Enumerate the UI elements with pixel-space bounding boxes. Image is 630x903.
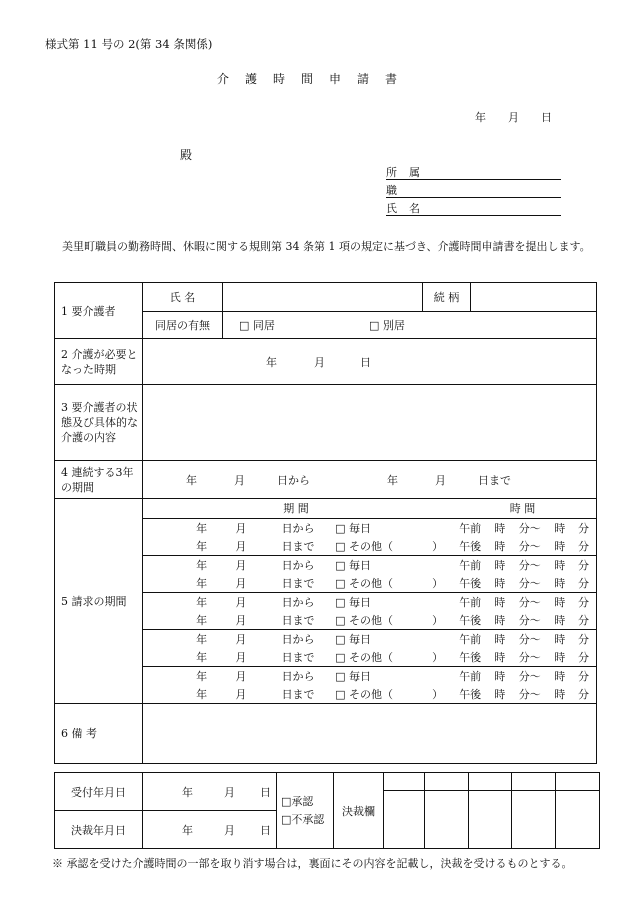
minute-label: 分 [571,555,596,574]
period-from: 日から [282,555,330,574]
stamp-head-4 [512,773,556,791]
position-field[interactable] [386,182,561,198]
addressee-suffix: 殿 [180,148,193,162]
period-row[interactable] [143,537,596,556]
hour-label: 時 [494,576,506,590]
period-day-blank[interactable] [246,648,281,667]
decision-column-label: 決裁欄 [334,773,384,849]
other-close: ） [432,687,444,701]
row6-label: 6 備 考 [55,703,143,763]
every-day-checkbox[interactable]: □ 毎日 [329,555,416,574]
period-month: 月 [235,613,247,627]
hour-label: 時 [488,629,511,648]
decided-year: 年 [182,823,193,837]
hour-label: 時 [494,687,506,701]
period-month: 月 [207,629,246,648]
period-day-blank[interactable] [246,518,281,537]
period-month: 月 [207,592,246,611]
period-to: 日まで [281,539,315,553]
r4-to-year: 年 [387,473,398,487]
other-close [416,592,449,611]
hour-label: 時 [548,666,571,685]
r4-to-month: 月 [435,473,446,487]
hour-label: 時 [554,576,566,590]
r1-name-label: 氏 名 [143,283,223,312]
row1-label: 1 要介護者 [55,283,143,339]
stamp-box-3[interactable] [469,791,512,849]
am-label: 午前 [449,666,488,685]
period-year: 年 [143,592,207,611]
other-close: ） [432,613,444,627]
hour-label: 時 [548,629,571,648]
minute-label: 分 [578,613,590,627]
period-year: 年 [196,650,208,664]
every-day-checkbox[interactable]: □ 毎日 [329,518,416,537]
row4-label: 4 連続する3年の期間 [55,461,143,499]
period-month: 月 [207,666,246,685]
r4-from-year: 年 [186,473,197,487]
period-row[interactable] [143,592,596,611]
period-year: 年 [196,539,208,553]
minute-from-label: 分～ [518,613,541,627]
pm-label: 午後 [459,687,482,701]
hour-label: 時 [494,539,506,553]
r4-from-month: 月 [234,473,245,487]
pm-label: 午後 [459,613,482,627]
other-checkbox[interactable]: □ その他（ [335,576,394,590]
r1-cohab-label: 同居の有無 [143,312,223,339]
minute-label: 分 [571,592,596,611]
minute-label: 分 [578,687,590,701]
received-date-field[interactable] [143,773,277,811]
stamp-head-3 [469,773,512,791]
minute-from-label: 分～ [518,539,541,553]
other-checkbox[interactable]: □ その他（ [335,613,394,627]
r2-day: 日 [360,355,371,369]
minute-label: 分 [571,629,596,648]
decided-day: 日 [260,823,271,837]
period-month: 月 [235,539,247,553]
hour-label: 時 [494,613,506,627]
row2-label: 2 介護が必要となった時期 [55,339,143,385]
other-close: ） [432,576,444,590]
period-day-blank[interactable] [246,537,281,556]
period-to: 日まで [281,650,315,664]
name-label: 氏名 [386,202,432,215]
minute-from-label: 分～ [518,687,541,701]
row5-label: 5 請求の期間 [55,499,143,704]
period-year: 年 [143,629,207,648]
stamp-head-2 [425,773,469,791]
minute-from-label: 分～ [511,666,548,685]
am-label: 午前 [449,518,488,537]
received-year: 年 [182,785,193,799]
received-label: 受付年月日 [55,773,143,811]
r4-period-field[interactable] [143,461,597,499]
minute-from-label: 分～ [518,650,541,664]
every-day-checkbox[interactable]: □ 毎日 [329,592,416,611]
other-checkbox[interactable]: □ その他（ [335,650,394,664]
hour-label: 時 [488,518,511,537]
minute-from-label: 分～ [511,592,548,611]
period-from: 日から [282,629,330,648]
approve-checkbox[interactable]: □承認 [281,794,314,808]
form-number: 様式第 11 号の 2(第 34 条関係) [45,37,213,51]
period-day-blank[interactable] [246,611,281,630]
row3-label: 3 要介護者の状態及び具体的な介護の内容 [55,385,143,461]
cohab-yes-checkbox[interactable]: □ 同居 [239,319,275,332]
am-label: 午前 [449,592,488,611]
pm-label: 午後 [459,539,482,553]
minute-from-label: 分～ [511,555,548,574]
hour-label: 時 [554,539,566,553]
stamp-box-4[interactable] [512,791,556,849]
period-month: 月 [235,687,247,701]
period-row[interactable] [143,629,596,648]
cohab-no-checkbox[interactable]: □ 別居 [369,319,405,332]
hour-label: 時 [494,650,506,664]
r2-date-field[interactable] [143,339,597,385]
r5-head-period: 期 間 [283,502,309,516]
r5-head-time: 時 間 [509,502,536,516]
received-month: 月 [224,785,235,799]
period-to: 日まで [281,576,315,590]
period-row[interactable] [143,666,596,685]
other-checkbox[interactable]: □ その他（ [335,687,394,701]
every-day-checkbox[interactable]: □ 毎日 [329,666,416,685]
position-label: 職 [386,184,409,197]
hour-label: 時 [554,650,566,664]
stamp-box-2[interactable] [425,791,469,849]
date-year-label: 年 [475,111,486,124]
affiliation-label: 所属 [386,166,432,179]
hour-label: 時 [548,592,571,611]
submission-date[interactable] [475,109,552,125]
other-checkbox[interactable]: □ その他（ [335,539,394,553]
minute-label: 分 [571,666,596,685]
am-label: 午前 [449,555,488,574]
period-year: 年 [143,555,207,574]
r2-year: 年 [266,355,277,369]
reject-checkbox[interactable]: □不承認 [281,812,325,826]
other-close [416,555,449,574]
other-close [416,518,449,537]
period-month: 月 [235,650,247,664]
period-to: 日まで [281,613,315,627]
period-from: 日から [282,518,330,537]
decided-date-field[interactable] [143,811,277,849]
minute-label: 分 [571,518,596,537]
application-table [54,282,597,764]
period-month: 月 [207,555,246,574]
period-row[interactable] [143,611,596,630]
period-row[interactable] [143,518,596,537]
hour-label: 時 [554,613,566,627]
period-day-blank[interactable] [246,685,281,703]
period-year: 年 [143,518,207,537]
r3-content-field[interactable] [143,385,597,461]
period-row[interactable] [143,555,596,574]
decided-month: 月 [224,823,235,837]
decided-label: 決裁年月日 [55,811,143,849]
intro-text: 美里町職員の勤務時間、休暇に関する規則第 34 条第 1 項の規定に基づき、介護時間申請書を提出します。 [62,240,591,253]
stamp-head-1 [384,773,425,791]
stamp-box-1[interactable] [384,791,425,849]
other-close: ） [432,539,444,553]
period-year: 年 [196,576,208,590]
period-row[interactable] [143,648,596,667]
hour-label: 時 [488,555,511,574]
date-day-label: 日 [541,111,552,124]
hour-label: 時 [548,555,571,574]
r1-relation-label: 続 柄 [423,283,471,312]
period-year: 年 [196,687,208,701]
hour-label: 時 [554,687,566,701]
period-day-blank[interactable] [246,592,281,611]
approval-options [277,773,334,849]
name-field[interactable] [386,200,561,216]
other-close [416,666,449,685]
stamp-box-5[interactable] [556,791,600,849]
hour-label: 時 [488,666,511,685]
period-year: 年 [196,613,208,627]
period-row[interactable] [143,574,596,593]
minute-from-label: 分～ [518,576,541,590]
hour-label: 時 [548,518,571,537]
period-row[interactable] [143,685,596,703]
period-day-blank[interactable] [246,666,281,685]
period-day-blank[interactable] [246,555,281,574]
minute-label: 分 [578,539,590,553]
pm-label: 午後 [459,650,482,664]
r1-relation-field[interactable] [471,283,597,312]
r5-period-grid [143,499,597,704]
period-to: 日まで [281,687,315,701]
period-day-blank[interactable] [246,574,281,593]
approval-table [54,772,600,849]
other-close [416,629,449,648]
minute-from-label: 分～ [511,518,548,537]
every-day-checkbox[interactable]: □ 毎日 [329,629,416,648]
stamp-head-5 [556,773,600,791]
page-title: 介護時間申請書 [216,72,413,86]
minute-label: 分 [578,650,590,664]
pm-label: 午後 [459,576,482,590]
date-month-label: 月 [508,111,519,124]
r4-from-day: 日から [277,473,310,487]
hour-label: 時 [488,592,511,611]
period-year: 年 [143,666,207,685]
minute-label: 分 [578,576,590,590]
r2-month: 月 [314,355,325,369]
affiliation-field[interactable] [386,164,561,180]
received-day: 日 [260,785,271,799]
am-label: 午前 [449,629,488,648]
r4-to-day: 日まで [478,473,511,487]
period-from: 日から [282,666,330,685]
period-month: 月 [207,518,246,537]
minute-from-label: 分～ [511,629,548,648]
footnote: ※ 承認を受けた介護時間の一部を取り消す場合は，裏面にその内容を記載し，決裁を受けるものとする。 [52,857,573,870]
period-month: 月 [235,576,247,590]
r1-name-field[interactable] [223,283,423,312]
r6-remarks-field[interactable] [143,703,597,763]
period-from: 日から [282,592,330,611]
other-close: ） [432,650,444,664]
r1-cohab-options [223,312,597,339]
period-day-blank[interactable] [246,629,281,648]
